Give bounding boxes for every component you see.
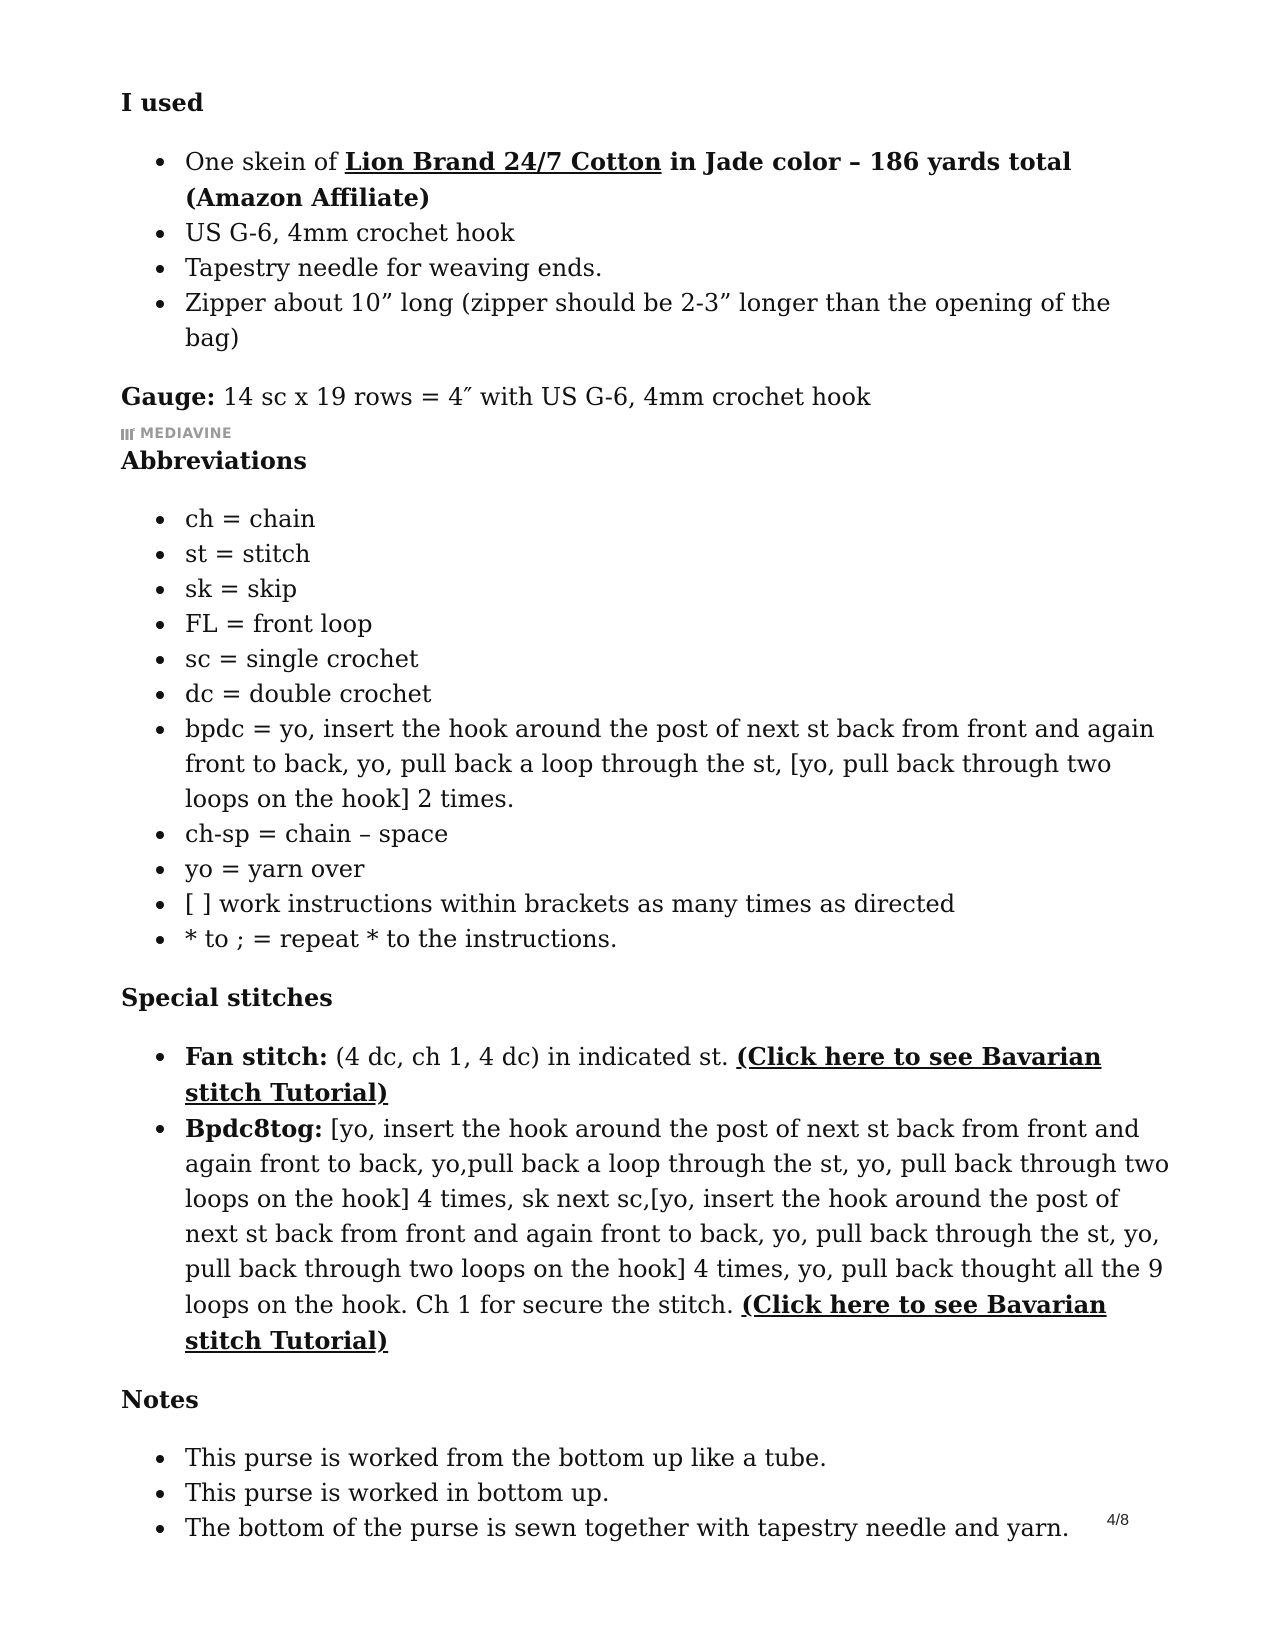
fan-stitch-text: (4 dc, ch 1, 4 dc) in indicated st. (327, 1043, 737, 1071)
bpdc8tog-text: [yo, insert the hook around the post of next st back from front and again front to back, yo,pull back a loop through the st, yo, pull back through two loops on the hook] 4 times, sk next sc,[yo, insert the hook around the post of next st back from front and again front to back, yo, pull back through the st, yo, pull back through two loops on the hook] 4 times, yo, pull back thought all the 9 loops on the hook. Ch 1 for secure the stitch. (185, 1115, 1170, 1319)
special-stitches-list (121, 1039, 1171, 1359)
abbreviations-list (121, 502, 1171, 957)
list-item: yo = yarn over (185, 852, 1171, 887)
list-item: This purse is worked from the bottom up like a tube. (185, 1441, 1171, 1476)
document-page (121, 86, 1171, 1546)
mediavine-logo-icon (121, 428, 135, 440)
bavarian-tutorial-link[interactable]: (Click here to see Bavarian stitch Tutorial) (185, 1042, 1102, 1107)
list-item: ch-sp = chain – space (185, 817, 1171, 852)
lion-brand-link[interactable]: Lion Brand 24/7 Cotton (344, 147, 662, 176)
list-item: This purse is worked in bottom up. (185, 1476, 1171, 1511)
mediavine-logo-text: MEDIAVINE (140, 426, 233, 442)
list-item: sc = single crochet (185, 642, 1171, 677)
list-item: US G-6, 4mm crochet hook (185, 216, 1171, 251)
list-item: dc = double crochet (185, 677, 1171, 712)
list-item: bpdc = yo, insert the hook around the post of next st back from front and again front to back, yo, pull back a loop through the st, [yo, pull back through two loops on the hook] 2 times. (185, 712, 1171, 817)
notes-list (121, 1441, 1171, 1546)
list-item: sk = skip (185, 572, 1171, 607)
gauge-line (121, 380, 1171, 414)
bavarian-tutorial-link[interactable]: (Click here to see Bavarian stitch Tutorial) (185, 1290, 1107, 1355)
list-item: Tapestry needle for weaving ends. (185, 251, 1171, 286)
list-item (185, 1039, 1171, 1111)
materials-list (121, 144, 1171, 356)
abbreviations-heading: Abbreviations (121, 446, 307, 475)
mediavine-logo (121, 424, 1171, 444)
page-number: 4/8 (1106, 1512, 1129, 1529)
materials-item1-bold: in Jade color – 186 yards total (Amazon Affiliate) (185, 147, 1072, 212)
list-item: * to ; = repeat * to the instructions. (185, 922, 1171, 957)
special-stitches-heading: Special stitches (121, 983, 333, 1012)
list-item (185, 144, 1171, 216)
list-item: st = stitch (185, 537, 1171, 572)
list-item: [ ] work instructions within brackets as many times as directed (185, 887, 1171, 922)
gauge-label: Gauge: (121, 382, 216, 411)
list-item: FL = front loop (185, 607, 1171, 642)
list-item (185, 1111, 1171, 1359)
list-item: ch = chain (185, 502, 1171, 537)
notes-heading: Notes (121, 1385, 199, 1414)
list-item: The bottom of the purse is sewn together with tapestry needle and yarn. (185, 1511, 1171, 1546)
bpdc8tog-label: Bpdc8tog: (185, 1114, 323, 1143)
list-item: Zipper about 10” long (zipper should be 2-3” longer than the opening of the bag) (185, 286, 1171, 356)
gauge-text: 14 sc x 19 rows = 4″ with US G-6, 4mm crochet hook (215, 383, 871, 411)
materials-heading: I used (121, 88, 204, 117)
materials-item1-prefix: One skein of (185, 148, 345, 176)
fan-stitch-label: Fan stitch: (185, 1042, 328, 1071)
